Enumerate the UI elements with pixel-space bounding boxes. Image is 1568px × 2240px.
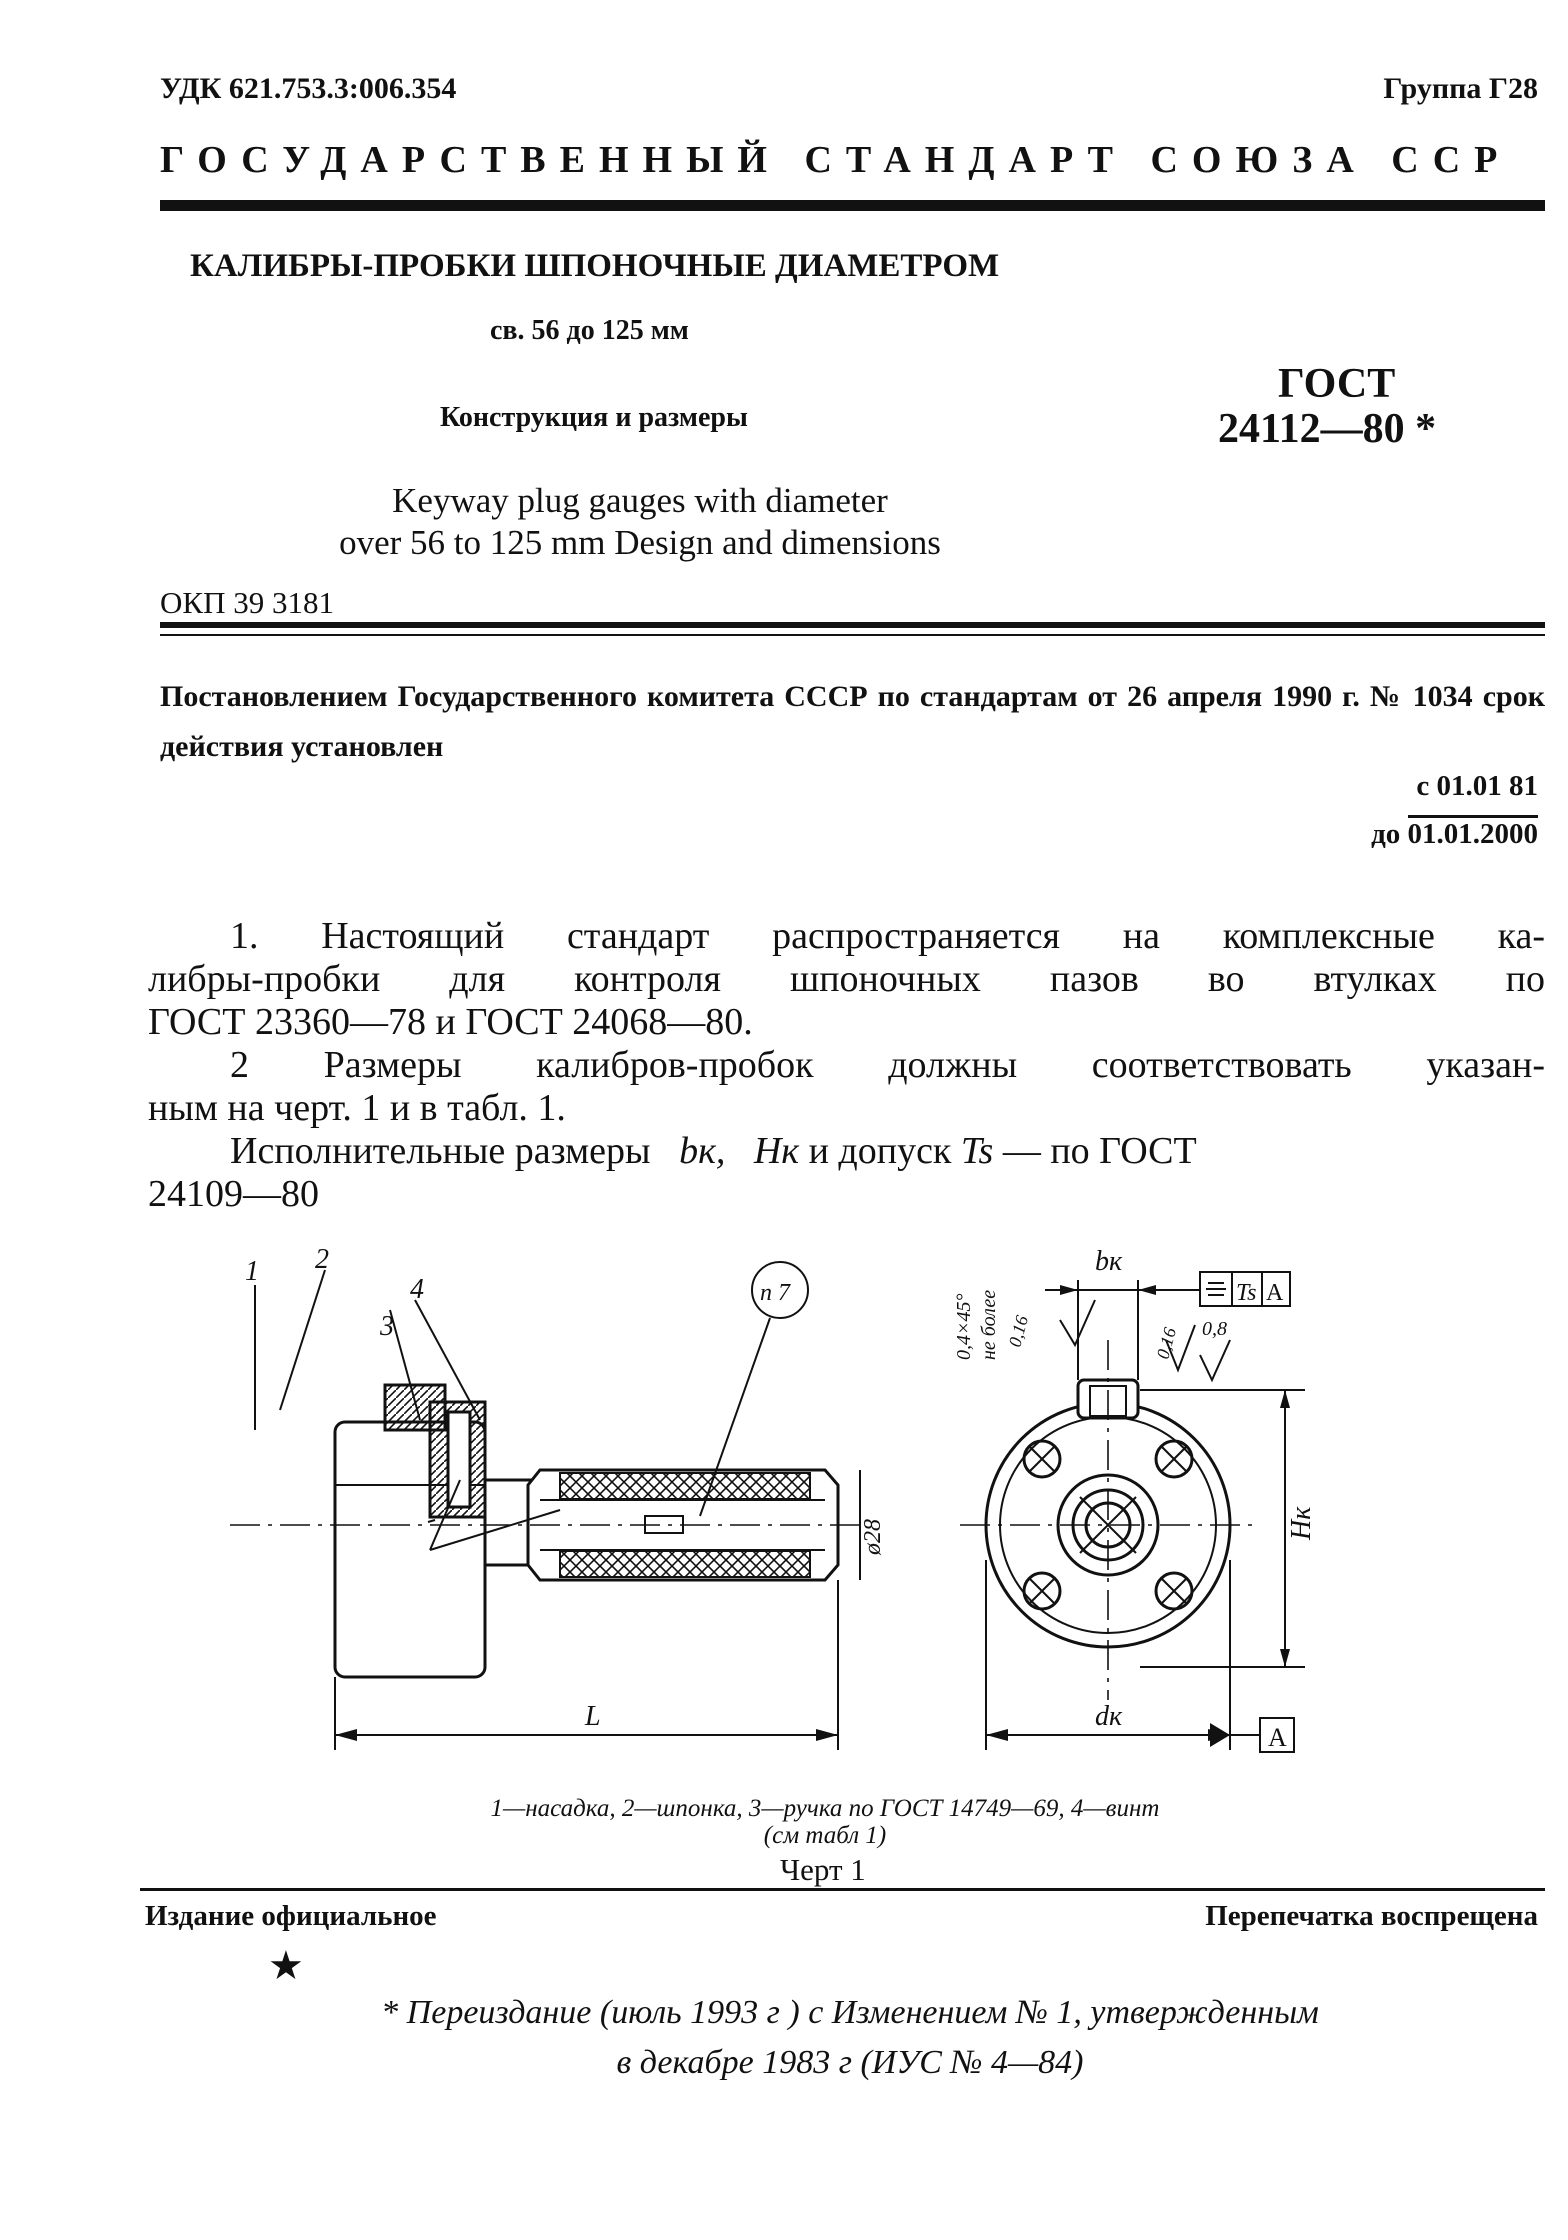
paragraph-2-line-1: 2 Размеры калибров-пробок должны соответствовать указан- xyxy=(230,1044,1545,1086)
caption-line2: (см табл 1) xyxy=(763,1822,887,1849)
paragraph-1-line-2: либры-пробки для контроля шпоночных пазов во втулках по xyxy=(148,958,1545,1000)
okp-rule-thin xyxy=(160,634,1545,636)
figure-number: Черт 1 xyxy=(780,1852,866,1887)
p3-post: — по ГОСТ xyxy=(1002,1130,1197,1172)
paragraph-1-line-1: 1. Настоящий стандарт распространяется на комплексные ка- xyxy=(230,915,1545,957)
label-diameter-28: ø28 xyxy=(860,1519,886,1555)
valid-from: с 01.01 81 xyxy=(1416,770,1538,802)
gost-number: 24112—80 * xyxy=(1218,406,1437,452)
figure-caption xyxy=(300,1795,1350,1849)
paragraph-3-line-2: 24109—80 xyxy=(148,1173,319,1215)
document-title: КАЛИБРЫ-ПРОБКИ ШПОНОЧНЫЕ ДИАМЕТРОМ xyxy=(190,248,1000,284)
group-code: Группа Г28 xyxy=(1383,72,1538,105)
header-rule xyxy=(160,200,1545,211)
label-dk: dк xyxy=(1095,1701,1123,1732)
reissue-note xyxy=(270,1988,1430,2088)
label-datum-a-1: A xyxy=(1266,1280,1284,1306)
valid-to-date: 01.01.2000 xyxy=(1408,815,1539,850)
label-chamfer: 0,4×45° xyxy=(953,1293,975,1360)
footer-rule xyxy=(140,1888,1545,1891)
p3-bk: bк, xyxy=(679,1130,726,1172)
gost-label: ГОСТ xyxy=(1278,361,1396,407)
english-title xyxy=(260,480,1020,564)
document-section-title: Конструкция и размеры xyxy=(440,402,748,433)
caption-line1: 1—насадка, 2—шпонка, 3—ручка по ГОСТ 14749—69, 4—винт xyxy=(490,1795,1160,1822)
label-L: L xyxy=(585,1701,601,1732)
label-not-more: не более xyxy=(978,1289,1000,1360)
paragraph-2-line-2: ным на черт. 1 и в табл. 1. xyxy=(148,1087,566,1129)
document-subtitle: св. 56 до 125 мм xyxy=(490,315,689,346)
decree-text: Постановлением Государственного комитета СССР по стандартам от 26 апреля 1990 г. № 1034 срок действия установлен xyxy=(160,680,1545,763)
label-1: 1 xyxy=(245,1256,259,1287)
label-roughness-1: 0,16 xyxy=(1004,1313,1033,1350)
valid-to xyxy=(1371,810,1538,858)
reprint-prohibited: Перепечатка воспрещена xyxy=(1205,1900,1538,1932)
state-standard-heading: ГОСУДАРСТВЕННЫЙ СТАНДАРТ СОЮЗА ССР xyxy=(160,139,1512,181)
english-title-line1: Keyway plug gauges with diameter xyxy=(392,481,888,520)
p3-mid: и допуск xyxy=(808,1130,952,1172)
body-text xyxy=(148,915,1545,1216)
valid-to-prefix: до xyxy=(1371,818,1401,850)
gauge-drawing xyxy=(245,1230,1360,1790)
p3-hk: Hк xyxy=(753,1130,800,1172)
label-ts: Ts xyxy=(1236,1280,1257,1306)
reissue-line2: в декабре 1983 г (ИУС № 4—84) xyxy=(616,2044,1084,2081)
label-bk: bк xyxy=(1095,1246,1123,1277)
english-title-line2: over 56 to 125 mm Design and dimensions xyxy=(339,523,941,562)
label-roughness-3: 0,8 xyxy=(1202,1318,1227,1340)
udk-code: УДК 621.753.3:006.354 xyxy=(160,72,457,105)
paragraph-1-line-3: ГОСТ 23360—78 и ГОСТ 24068—80. xyxy=(148,1001,753,1043)
label-hk: Hк xyxy=(1286,1506,1317,1540)
reissue-line1: * Переиздание (июль 1993 г ) с Изменением № 1, утвержденным xyxy=(381,1994,1319,2031)
p3-pre: Исполнительные размеры xyxy=(230,1130,651,1172)
label-3: 3 xyxy=(380,1311,394,1342)
okp-code: ОКП 39 3181 xyxy=(160,585,334,620)
label-datum-a-2: A xyxy=(1268,1723,1287,1752)
official-edition: Издание официальное xyxy=(145,1900,437,1932)
paragraph-3-line-1 xyxy=(148,1130,1545,1173)
label-p7: п 7 xyxy=(760,1280,790,1306)
validity-dates xyxy=(1371,762,1538,858)
okp-rule xyxy=(160,622,1545,628)
p3-ts: Ts xyxy=(960,1130,994,1172)
label-2: 2 xyxy=(315,1244,329,1275)
label-roughness-2: 0,16 xyxy=(1152,1325,1181,1362)
label-4: 4 xyxy=(410,1274,424,1305)
star-icon: ★ xyxy=(268,1943,304,1988)
